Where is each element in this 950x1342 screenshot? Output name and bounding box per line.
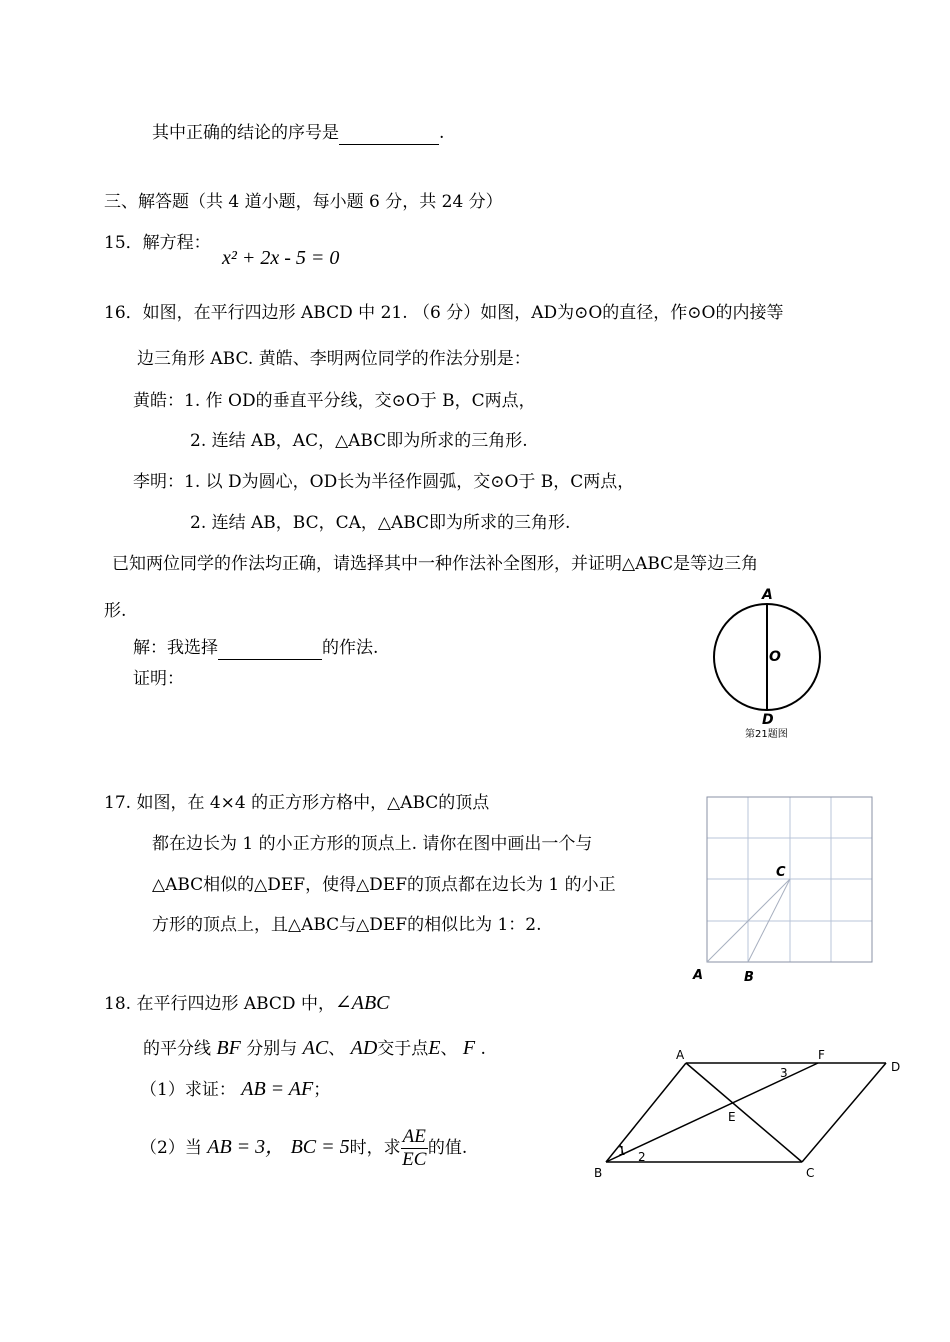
q16-huanghao-step1: 黄皓：1. 作 OD的垂直平分线，交⊙O于 B，C两点， <box>133 391 536 411</box>
point-f-text: F <box>462 1037 476 1059</box>
q16-line1: 16．如图，在平行四边形 ABCD 中 21. （6 分）如图，AD为⊙O的直径，作⊙O的内接等 <box>104 303 784 323</box>
q14-text: 其中正确的结论的序号是 <box>152 123 339 143</box>
q18-end: . <box>480 1039 486 1059</box>
q15-equation: x² + 2x - 5 = 0 <box>222 247 340 269</box>
q17-line2: 都在边长为 1 的小正方形的顶点上. 请你在图中画出一个与 <box>152 834 593 854</box>
fig-point-c: C <box>806 1166 815 1180</box>
fraction-ae-ec <box>401 1126 428 1171</box>
q14-answer-blank[interactable] <box>339 122 439 145</box>
section3-heading: 三、解答题（共 4 道小题，每小题 6 分，共 24 分） <box>104 192 503 212</box>
q16-proof-label: 证明： <box>133 669 184 689</box>
q18-part1-label: （1）求证： <box>140 1080 236 1100</box>
q18-part2-mid: 时，求 <box>349 1138 401 1158</box>
q18-text-a: 的平分线 <box>143 1039 211 1059</box>
q18-bc-value: BC = 5 <box>290 1136 350 1158</box>
q18-part2-end: 的值. <box>427 1138 468 1158</box>
q16-line2: 边三角形 ABC. 黄皓、李明两位同学的作法分别是： <box>137 349 531 369</box>
q18-part1 <box>140 1078 330 1101</box>
angle-1-label: 1 <box>618 1144 626 1158</box>
point-d-label: D <box>762 712 774 728</box>
q17-line1: 17. 如图，在 4×4 的正方形方格中，△ABC的顶点 <box>104 793 490 813</box>
segment-bf: BF <box>216 1037 241 1059</box>
q14-end: . <box>439 123 445 143</box>
q18-part1-equation: AB = AF <box>241 1078 314 1100</box>
q16-circle-figure <box>705 585 825 745</box>
q16-liming-step2: 2. 连结 AB，BC，CA，△ABC即为所求的三角形. <box>190 513 571 533</box>
point-o-label: O <box>769 649 781 665</box>
fig-point-d: D <box>891 1060 901 1074</box>
point-e-text: E <box>428 1037 441 1059</box>
segment-ad-text: AD <box>350 1037 378 1059</box>
q16-huanghao-step2: 2. 连结 AB，AC，△ABC即为所求的三角形. <box>190 431 528 451</box>
angle-3-label: 3 <box>780 1066 788 1080</box>
grid-point-b-label: B <box>744 970 754 985</box>
q17-line4: 方形的顶点上，且△ABC与△DEF的相似比为 1：2. <box>152 915 542 935</box>
q16-answer-suffix: 的作法. <box>322 638 379 658</box>
q17-line3: △ABC相似的△DEF，使得△DEF的顶点都在边长为 1 的小正 <box>152 875 616 895</box>
q18-text-c: 交于点 <box>377 1039 429 1059</box>
fig-point-e: E <box>728 1110 736 1124</box>
fig-point-b: B <box>594 1166 603 1180</box>
q18-parallelogram-figure <box>590 1045 920 1185</box>
q16-line8: 形. <box>104 601 127 621</box>
q18-sep1: 、 <box>328 1039 346 1059</box>
grid-point-a-label: A <box>693 968 704 983</box>
grid-point-c-label: C <box>776 865 786 880</box>
q18-ab-value: AB = 3， <box>207 1136 286 1158</box>
q16-liming-step1: 李明：1. 以 D为圆心，OD长为半径作圆弧，交⊙O于 B，C两点， <box>133 472 635 492</box>
point-a-label: A <box>762 587 773 603</box>
q18-part2 <box>140 1122 467 1172</box>
q18-line1 <box>104 992 390 1015</box>
figure-caption: 第21题图 <box>745 729 788 740</box>
fig-point-a: A <box>676 1048 685 1062</box>
q16-answer-line <box>133 637 378 660</box>
q15-label: 15．解方程： <box>104 233 211 253</box>
q18-prefix: 18. 在平行四边形 ABCD 中， <box>104 994 335 1014</box>
angle-abc: ∠ABC <box>334 992 390 1014</box>
segment-ac-text: AC <box>302 1037 329 1059</box>
q16-answer-prefix: 解：我选择 <box>133 638 218 658</box>
q18-text-b: 分别与 <box>246 1039 298 1059</box>
q16-answer-blank[interactable] <box>218 637 322 660</box>
fraction-numerator: AE <box>402 1126 426 1147</box>
side-cd <box>802 1063 886 1162</box>
q18-part1-end: ； <box>313 1080 331 1100</box>
q17-grid-figure <box>690 792 880 987</box>
q14-conclusion-line <box>152 122 444 145</box>
q18-sep2: 、 <box>440 1039 458 1059</box>
q18-part2-label: （2）当 <box>140 1138 202 1158</box>
q18-line2 <box>143 1037 486 1060</box>
fraction-denominator: EC <box>402 1149 427 1170</box>
q16-line7: 已知两位同学的作法均正确，请选择其中一种作法补全图形，并证明△ABC是等边三角 <box>112 554 759 574</box>
angle-2-label: 2 <box>638 1150 646 1164</box>
fig-point-f: F <box>818 1048 825 1062</box>
